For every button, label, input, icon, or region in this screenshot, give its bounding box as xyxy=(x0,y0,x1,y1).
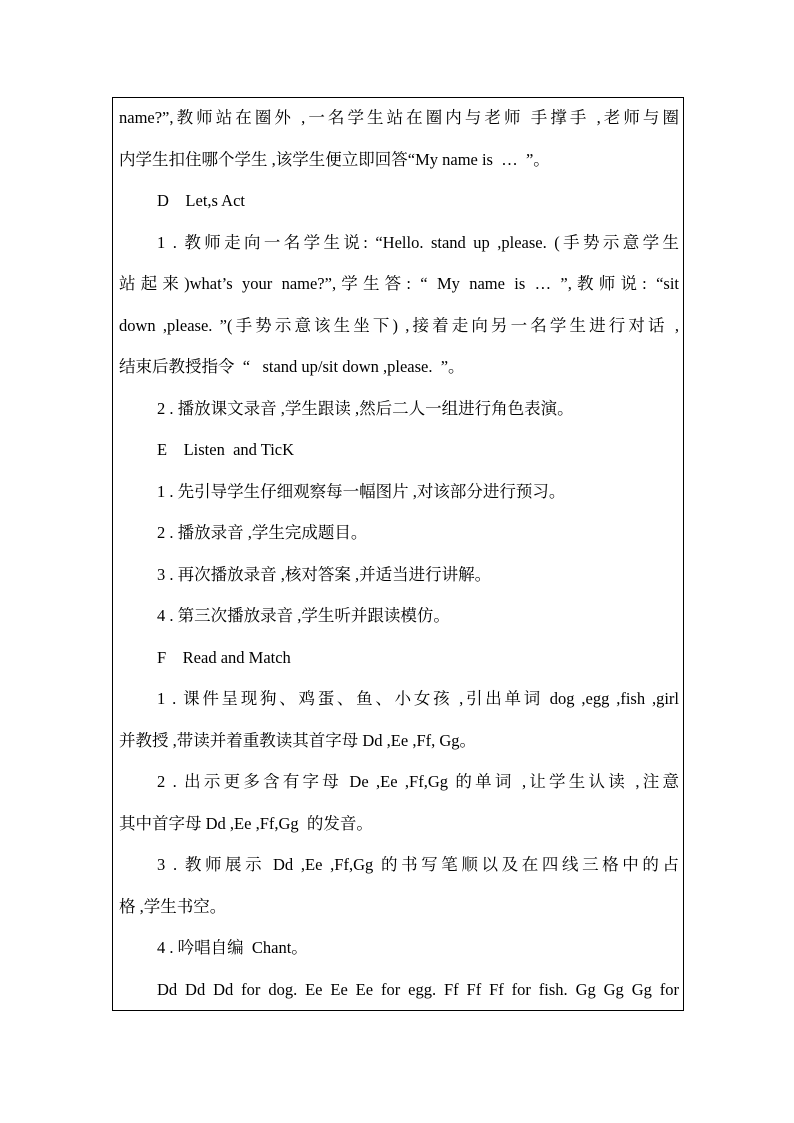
text-line: Dd Dd Dd for dog. Ee Ee Ee for egg. Ff Ff Ff for fish. Gg Gg Gg for xyxy=(157,980,679,999)
text-line: 其中首字母 Dd ,Ee ,Ff,Gg 的发音。 xyxy=(119,814,373,833)
text-line: 并教授 ,带读并着重教读其首字母 Dd ,Ee ,Ff, Gg。 xyxy=(119,731,477,750)
text-line: 1 . 先引导学生仔细观察每一幅图片 ,对该部分进行预习。 xyxy=(157,482,566,501)
text-line: name?”,教师站在圈外 ,一名学生站在圈内与老师 手撑手 ,老师与圈 xyxy=(119,108,679,127)
text-line: 结束后教授指令 “ stand up/sit down ,please. ”。 xyxy=(119,357,465,376)
text-line: down ,please. ”(手势示意该生坐下) ,接着走向另一名学生进行对话 , xyxy=(119,316,679,335)
section-heading-d: D Let,s Act xyxy=(157,191,245,210)
text-line: 2 . 出示更多含有字母 De ,Ee ,Ff,Gg 的单词 ,让学生认读 ,注意 xyxy=(157,772,679,791)
text-line: 站起来)what’s your name?”,学生答: “ My name is … ”,教师说: “sit xyxy=(119,274,679,293)
section-heading-f: F Read and Match xyxy=(157,648,291,667)
text-line: 3 . 再次播放录音 ,核对答案 ,并适当进行讲解。 xyxy=(157,565,492,584)
text-line: 4 . 第三次播放录音 ,学生听并跟读模仿。 xyxy=(157,606,450,625)
text-line: 4 . 吟唱自编 Chant。 xyxy=(157,938,308,957)
text-line: 3 . 教师展示 Dd ,Ee ,Ff,Gg 的书写笔顺以及在四线三格中的占 xyxy=(157,855,679,874)
text-line: 1 . 课件呈现狗、鸡蛋、鱼、小女孩 ,引出单词 dog ,egg ,fish ,girl xyxy=(157,689,679,708)
text-line: 1 . 教师走向一名学生说: “Hello. stand up ,please. (手势示意学生 xyxy=(157,233,679,252)
text-line: 2 . 播放课文录音 ,学生跟读 ,然后二人一组进行角色表演。 xyxy=(157,399,574,418)
text-line: 内学生扣住哪个学生 ,该学生便立即回答“My name is … ”。 xyxy=(119,150,550,169)
text-line: 2 . 播放录音 ,学生完成题目。 xyxy=(157,523,368,542)
text-line: 格 ,学生书空。 xyxy=(119,897,227,916)
section-heading-e: E Listen and TicK xyxy=(157,440,295,459)
